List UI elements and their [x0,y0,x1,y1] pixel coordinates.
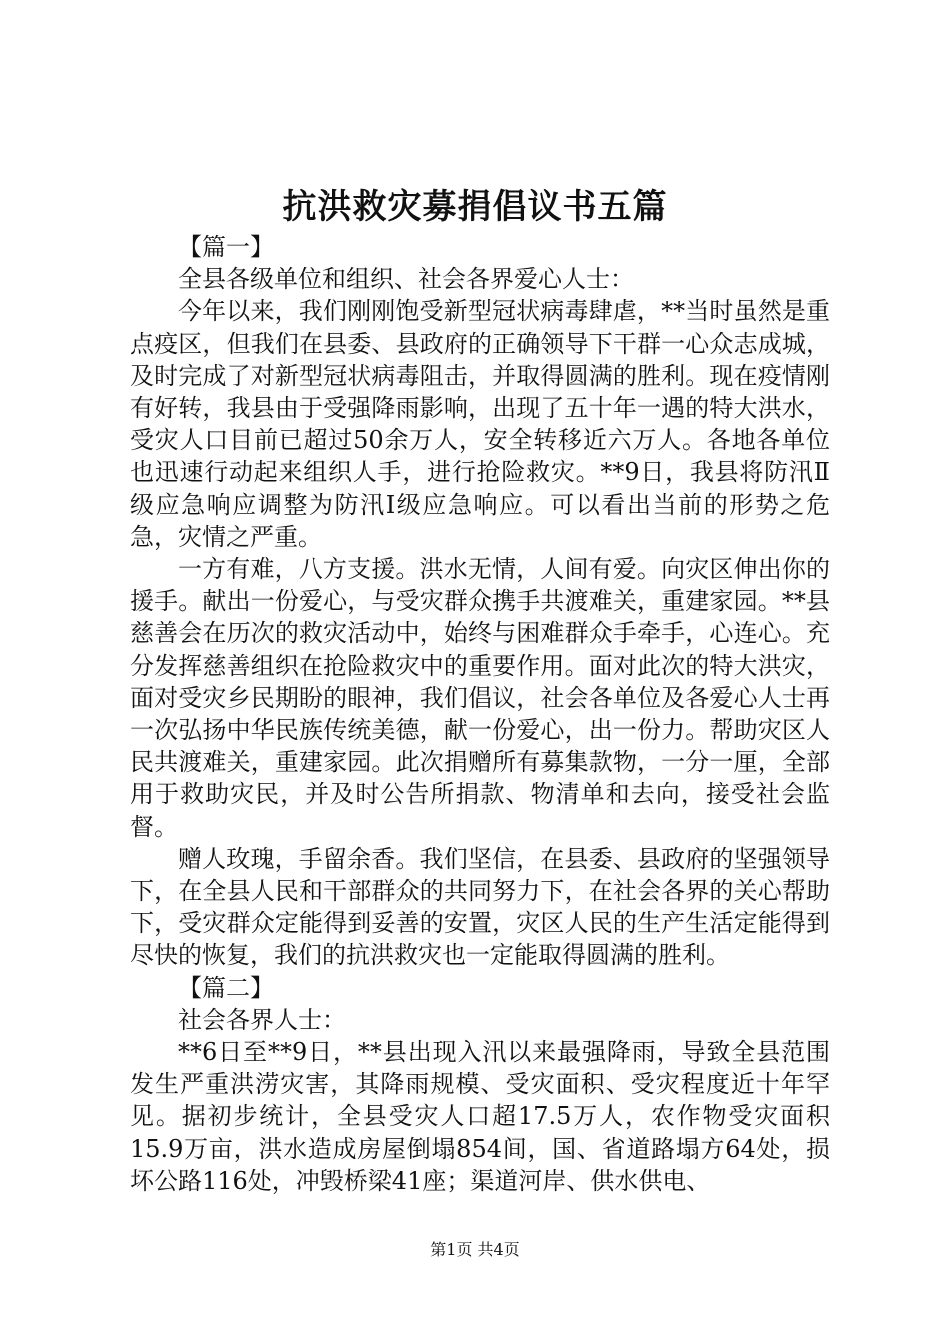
section-heading-1: 【篇一】 [178,233,274,261]
paragraph: 一方有难，八方支援。洪水无情，人间有爱。向灾区伸出你的援手。献出一份爱心，与受灾群众携手共渡难关，重建家园。**县慈善会在历次的救灾活动中，始终与困难群众手牵手，心连心。充分发挥慈善组织在抢险救灾中的重要作用。面对此次的特大洪灾，面对受灾乡民期盼的眼神，我们倡议，社会各单位及各爱心人士再一次弘扬中华民族传统美德，献一份爱心，出一份力。帮助灾区人民共渡难关，重建家园。此次捐赠所有募集款物，一分一厘，全部用于救助灾民，并及时公告所捐款、物清单和去向，接受社会监督。 [130,555,830,841]
paragraph: **6日至**9日，**县出现入汛以来最强降雨，导致全县范围发生严重洪涝灾害，其降雨规模、受灾面积、受灾程度近十年罕见。据初步统计，全县受灾人口超17.5万人，农作物受灾面积15.9万亩，洪水造成房屋倒塌854间，国、省道路塌方64处，损坏公路116处，冲毁桥梁41座；渠道河岸、供水供电、 [130,1038,830,1195]
paragraph: 赠人玫瑰，手留余香。我们坚信，在县委、县政府的坚强领导下，在全县人民和干部群众的共同努力下，在社会各界的关心帮助下，受灾群众定能得到妥善的安置，灾区人民的生产生活定能得到尽快的恢复，我们的抗洪救灾也一定能取得圆满的胜利。 [130,844,830,970]
document-body [130,231,830,1197]
salutation-1: 全县各级单位和组织、社会各界爱心人士： [178,265,634,294]
section-heading-2: 【篇二】 [178,973,274,1002]
document-title: 抗洪救灾募捐倡议书五篇 [282,187,668,227]
salutation-2: 社会各界人士： [178,1005,346,1034]
page-footer: 第1页 共4页 [430,1240,520,1259]
paragraph: 今年以来，我们刚刚饱受新型冠状病毒肆虐，**当时虽然是重点疫区，但我们在县委、县政府的正确领导下干群一心众志成城，及时完成了对新型冠状病毒阻击，并取得圆满的胜利。现在疫情刚有好转，我县由于受强降雨影响，出现了五十年一遇的特大洪水，受灾人口目前已超过50余万人，安全转移近六万人。各地各单位也迅速行动起来组织人手，进行抢险救灾。**9日，我县将防汛Ⅱ级应急响应调整为防汛Ⅰ级应急响应。可以看出当前的形势之危急，灾情之严重。 [130,297,830,551]
